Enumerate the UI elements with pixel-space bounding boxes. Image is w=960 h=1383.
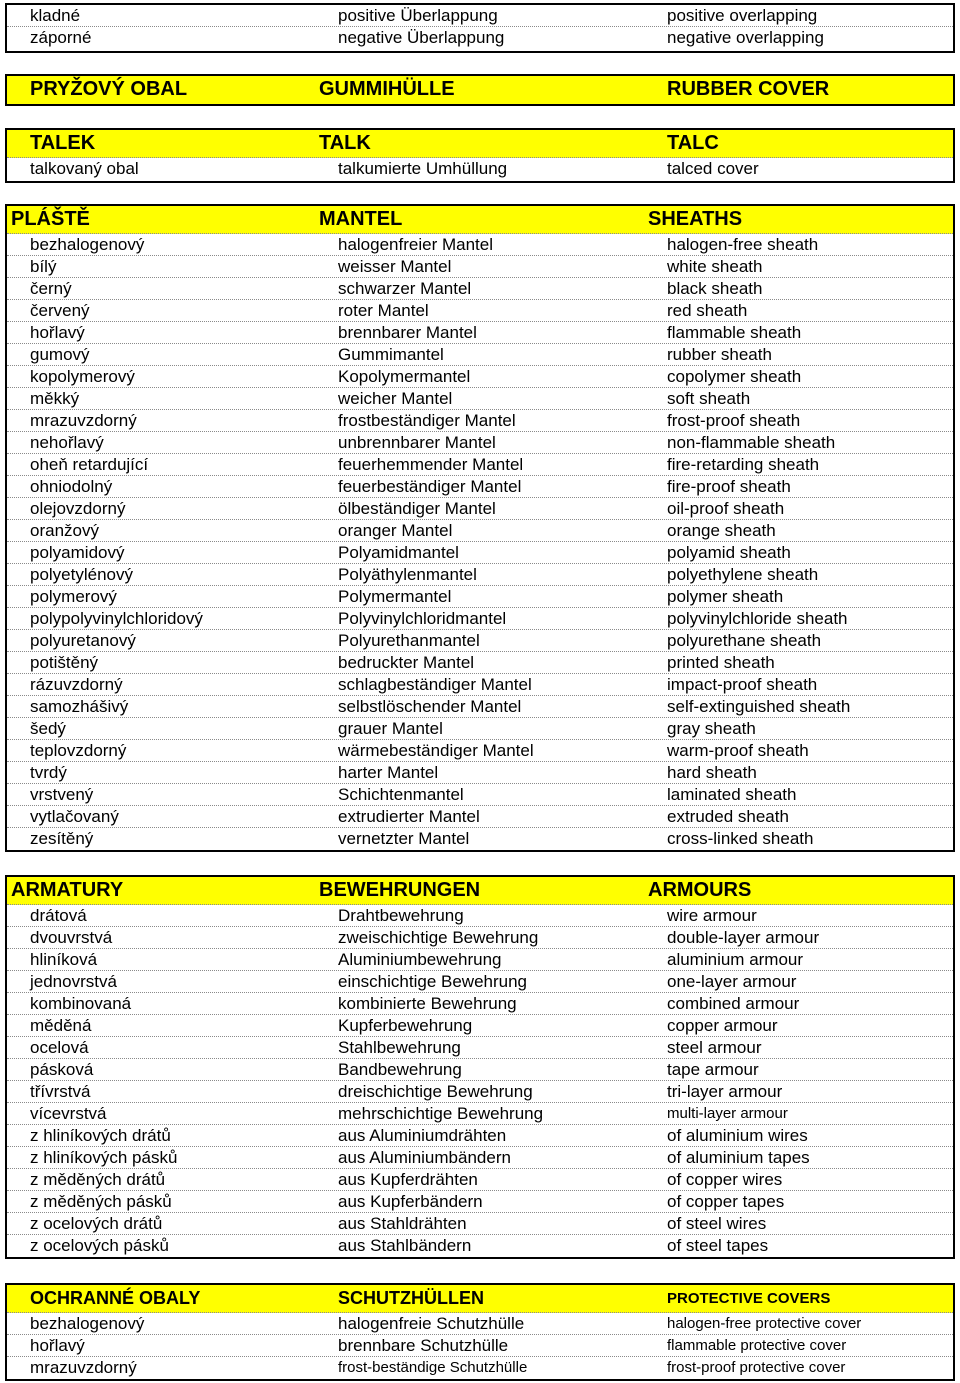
english-term: flammable sheath <box>667 323 802 342</box>
german-term: Polyurethanmantel <box>338 631 480 650</box>
section-header <box>7 1285 953 1313</box>
czech-term: hliníková <box>30 950 98 969</box>
english-term: polyamid sheath <box>667 543 791 562</box>
german-term: grauer Mantel <box>338 719 443 738</box>
english-term: white sheath <box>667 257 763 276</box>
english-term: flammable protective cover <box>667 1337 847 1354</box>
german-heading: MANTEL <box>319 208 403 230</box>
english-term: red sheath <box>667 301 748 320</box>
table-row <box>7 388 953 410</box>
table-row <box>7 1235 953 1257</box>
czech-term: bílý <box>30 257 57 276</box>
section-header <box>7 130 953 158</box>
czech-term: oranžový <box>30 521 99 540</box>
czech-term: ohniodolný <box>30 477 113 496</box>
german-term: weisser Mantel <box>338 257 452 276</box>
english-term: polyethylene sheath <box>667 565 819 584</box>
czech-heading: PRYŽOVÝ OBAL <box>30 78 188 100</box>
table-row <box>7 432 953 454</box>
english-term: combined armour <box>667 994 800 1013</box>
table-row <box>7 784 953 806</box>
table-row <box>7 1015 953 1037</box>
czech-term: gumový <box>30 345 90 364</box>
czech-heading: ARMATURY <box>11 879 124 901</box>
table-row <box>7 158 953 180</box>
english-term: copolymer sheath <box>667 367 802 386</box>
table-row <box>7 366 953 388</box>
german-term: feuerbeständiger Mantel <box>338 477 522 496</box>
table-row <box>7 993 953 1015</box>
german-term: extrudierter Mantel <box>338 807 480 826</box>
german-term: frostbeständiger Mantel <box>338 411 516 430</box>
czech-term: bezhalogenový <box>30 235 145 254</box>
english-term: of copper tapes <box>667 1192 785 1211</box>
czech-term: z hliníkových drátů <box>30 1126 171 1145</box>
german-term: Drahtbewehrung <box>338 906 464 925</box>
czech-term: vrstvený <box>30 785 94 804</box>
czech-term: jednovrstvá <box>30 972 117 991</box>
german-term: aus Aluminiumbändern <box>338 1148 511 1167</box>
english-term: of steel wires <box>667 1214 767 1233</box>
german-term: kombinierte Bewehrung <box>338 994 517 1013</box>
czech-term: z ocelových drátů <box>30 1214 163 1233</box>
table-row <box>7 1191 953 1213</box>
english-term: orange sheath <box>667 521 776 540</box>
german-term: wärmebeständiger Mantel <box>338 741 534 760</box>
table-row <box>7 740 953 762</box>
table-row <box>7 1313 953 1335</box>
english-term: steel armour <box>667 1038 762 1057</box>
german-term: Gummimantel <box>338 345 444 364</box>
german-term: einschichtige Bewehrung <box>338 972 528 991</box>
english-term: oil-proof sheath <box>667 499 785 518</box>
german-term: schwarzer Mantel <box>338 279 472 298</box>
english-term: one-layer armour <box>667 972 797 991</box>
czech-term: z měděných pásků <box>30 1192 172 1211</box>
czech-term: teplovzdorný <box>30 741 127 760</box>
german-term: harter Mantel <box>338 763 439 782</box>
german-term: halogenfreie Schutzhülle <box>338 1314 525 1333</box>
czech-term: drátová <box>30 906 87 925</box>
english-term: positive overlapping <box>667 6 818 25</box>
czech-term: potištěný <box>30 653 99 672</box>
english-term: tape armour <box>667 1060 759 1079</box>
german-term: negative Überlappung <box>338 28 505 47</box>
czech-term: samozhášivý <box>30 697 129 716</box>
table-row <box>7 1213 953 1235</box>
german-term: dreischichtige Bewehrung <box>338 1082 533 1101</box>
table-row <box>7 1037 953 1059</box>
czech-term: měděná <box>30 1016 92 1035</box>
table-row <box>7 1059 953 1081</box>
czech-term: tvrdý <box>30 763 67 782</box>
english-term: laminated sheath <box>667 785 797 804</box>
czech-term: z ocelových pásků <box>30 1236 169 1255</box>
czech-term: mrazuvzdorný <box>30 411 137 430</box>
english-heading: RUBBER COVER <box>667 78 830 100</box>
english-term: polymer sheath <box>667 587 784 606</box>
german-term: Polyamidmantel <box>338 543 459 562</box>
czech-term: kladné <box>30 6 81 25</box>
english-term: frost-proof sheath <box>667 411 801 430</box>
german-term: weicher Mantel <box>338 389 453 408</box>
table-row <box>7 806 953 828</box>
table-row <box>7 586 953 608</box>
english-term: of steel tapes <box>667 1236 769 1255</box>
table-row <box>7 949 953 971</box>
table-row <box>7 234 953 256</box>
english-term: tri-layer armour <box>667 1082 783 1101</box>
czech-term: hořlavý <box>30 1336 85 1355</box>
table-row <box>7 498 953 520</box>
table-row <box>7 696 953 718</box>
english-term: self-extinguished sheath <box>667 697 851 716</box>
german-term: aus Kupferbändern <box>338 1192 483 1211</box>
table-row <box>7 454 953 476</box>
section-header <box>7 206 953 234</box>
english-term: soft sheath <box>667 389 751 408</box>
english-term: extruded sheath <box>667 807 789 826</box>
german-term: aus Kupferdrähten <box>338 1170 478 1189</box>
table-row <box>7 828 953 850</box>
german-term: Polyäthylenmantel <box>338 565 477 584</box>
english-term: multi-layer armour <box>667 1105 788 1122</box>
german-heading: SCHUTZHÜLLEN <box>338 1288 484 1308</box>
czech-term: vytlačovaný <box>30 807 119 826</box>
czech-term: z hliníkových pásků <box>30 1148 178 1167</box>
german-term: selbstlöschender Mantel <box>338 697 522 716</box>
german-term: Stahlbewehrung <box>338 1038 461 1057</box>
table-row <box>7 608 953 630</box>
english-term: non-flammable sheath <box>667 433 836 452</box>
german-term: oranger Mantel <box>338 521 453 540</box>
czech-term: pásková <box>30 1060 94 1079</box>
english-term: polyvinylchloride sheath <box>667 609 848 628</box>
german-term: bedruckter Mantel <box>338 653 475 672</box>
table-row <box>7 1125 953 1147</box>
table-row <box>7 476 953 498</box>
czech-term: kopolymerový <box>30 367 135 386</box>
table-row <box>7 1357 953 1379</box>
german-heading: GUMMIHÜLLE <box>319 78 455 100</box>
german-term: Aluminiumbewehrung <box>338 950 502 969</box>
section-header <box>7 76 953 104</box>
table-row <box>7 1335 953 1357</box>
english-heading: PROTECTIVE COVERS <box>667 1290 831 1307</box>
czech-term: polyuretanový <box>30 631 136 650</box>
german-term: aus Aluminiumdrähten <box>338 1126 507 1145</box>
german-term: Schichtenmantel <box>338 785 464 804</box>
english-term: halogen-free sheath <box>667 235 819 254</box>
german-term: ölbeständiger Mantel <box>338 499 496 518</box>
table-row <box>7 278 953 300</box>
czech-term: černý <box>30 279 72 298</box>
table-row <box>7 542 953 564</box>
german-term: talkumierte Umhüllung <box>338 159 508 178</box>
german-term: schlagbeständiger Mantel <box>338 675 532 694</box>
german-heading: TALK <box>319 132 371 154</box>
czech-term: hořlavý <box>30 323 85 342</box>
czech-term: nehořlavý <box>30 433 104 452</box>
table-row <box>7 300 953 322</box>
table-row <box>7 762 953 784</box>
table-row <box>7 344 953 366</box>
german-heading: BEWEHRUNGEN <box>319 879 481 901</box>
table-row <box>7 322 953 344</box>
czech-term: polymerový <box>30 587 117 606</box>
table-row <box>7 5 953 27</box>
czech-term: bezhalogenový <box>30 1314 145 1333</box>
english-term: wire armour <box>667 906 757 925</box>
german-term: unbrennbarer Mantel <box>338 433 496 452</box>
english-term: of copper wires <box>667 1170 783 1189</box>
german-term: mehrschichtige Bewehrung <box>338 1104 544 1123</box>
english-term: impact-proof sheath <box>667 675 818 694</box>
table-row <box>7 520 953 542</box>
table-row <box>7 674 953 696</box>
section-header <box>7 877 953 905</box>
english-term: aluminium armour <box>667 950 804 969</box>
talc-table <box>5 128 955 183</box>
english-term: copper armour <box>667 1016 778 1035</box>
sheaths-table <box>5 204 955 852</box>
english-term: cross-linked sheath <box>667 829 814 848</box>
table-row <box>7 905 953 927</box>
table-row <box>7 410 953 432</box>
english-term: halogen-free protective cover <box>667 1315 862 1332</box>
german-term: feuerhemmender Mantel <box>338 455 524 474</box>
czech-term: olejovzdorný <box>30 499 126 518</box>
english-term: frost-proof protective cover <box>667 1359 846 1376</box>
czech-term: vícevrstvá <box>30 1104 107 1123</box>
german-term: Kopolymermantel <box>338 367 471 386</box>
czech-term: polyamidový <box>30 543 125 562</box>
czech-term: rázuvzdorný <box>30 675 123 694</box>
german-term: brennbare Schutzhülle <box>338 1336 509 1355</box>
protective-covers-table <box>5 1283 955 1381</box>
english-heading: TALC <box>667 132 719 154</box>
czech-term: šedý <box>30 719 66 738</box>
table-row <box>7 1103 953 1125</box>
english-term: polyurethane sheath <box>667 631 822 650</box>
english-term: rubber sheath <box>667 345 772 364</box>
german-term: Polymermantel <box>338 587 452 606</box>
english-term: hard sheath <box>667 763 757 782</box>
czech-heading: OCHRANNÉ OBALY <box>30 1288 201 1308</box>
english-heading: SHEATHS <box>648 208 743 230</box>
german-term: zweischichtige Bewehrung <box>338 928 539 947</box>
table-row <box>7 1169 953 1191</box>
table-row <box>7 718 953 740</box>
english-term: fire-retarding sheath <box>667 455 820 474</box>
czech-term: měkký <box>30 389 80 408</box>
czech-term: oheň retardující <box>30 455 149 474</box>
czech-term: polypolyvinylchloridový <box>30 609 203 628</box>
czech-heading: PLÁŠTĚ <box>11 208 90 230</box>
table-row <box>7 927 953 949</box>
table-row <box>7 630 953 652</box>
czech-term: z měděných drátů <box>30 1170 166 1189</box>
english-term: double-layer armour <box>667 928 820 947</box>
czech-term: talkovaný obal <box>30 159 139 178</box>
table-row <box>7 27 953 49</box>
table-row <box>7 256 953 278</box>
czech-term: polyetylénový <box>30 565 134 584</box>
rubber-cover-table <box>5 74 955 106</box>
table-row <box>7 564 953 586</box>
english-term: gray sheath <box>667 719 756 738</box>
german-term: Kupferbewehrung <box>338 1016 473 1035</box>
english-term: printed sheath <box>667 653 775 672</box>
english-term: black sheath <box>667 279 763 298</box>
english-term: warm-proof sheath <box>667 741 809 760</box>
german-term: Polyvinylchloridmantel <box>338 609 507 628</box>
german-term: aus Stahlbändern <box>338 1236 472 1255</box>
table-row <box>7 1081 953 1103</box>
czech-term: červený <box>30 301 90 320</box>
english-term: fire-proof sheath <box>667 477 791 496</box>
german-term: aus Stahldrähten <box>338 1214 467 1233</box>
english-term: talced cover <box>667 159 759 178</box>
czech-term: dvouvrstvá <box>30 928 113 947</box>
german-term: halogenfreier Mantel <box>338 235 493 254</box>
table-row <box>7 1147 953 1169</box>
overlap-table <box>5 3 955 53</box>
czech-term: třívrstvá <box>30 1082 91 1101</box>
czech-term: kombinovaná <box>30 994 132 1013</box>
english-term: of aluminium wires <box>667 1126 808 1145</box>
english-heading: ARMOURS <box>648 879 752 901</box>
english-term: negative overlapping <box>667 28 824 47</box>
czech-term: zesítěný <box>30 829 94 848</box>
czech-term: záporné <box>30 28 92 47</box>
german-term: frost-beständige Schutzhülle <box>338 1359 528 1376</box>
table-row <box>7 971 953 993</box>
english-term: of aluminium tapes <box>667 1148 810 1167</box>
table-row <box>7 652 953 674</box>
german-term: Bandbewehrung <box>338 1060 462 1079</box>
german-term: roter Mantel <box>338 301 429 320</box>
armours-table <box>5 875 955 1259</box>
german-term: brennbarer Mantel <box>338 323 477 342</box>
czech-term: mrazuvzdorný <box>30 1358 137 1377</box>
german-term: vernetzter Mantel <box>338 829 470 848</box>
czech-term: ocelová <box>30 1038 89 1057</box>
czech-heading: TALEK <box>30 132 96 154</box>
german-term: positive Überlappung <box>338 6 498 25</box>
